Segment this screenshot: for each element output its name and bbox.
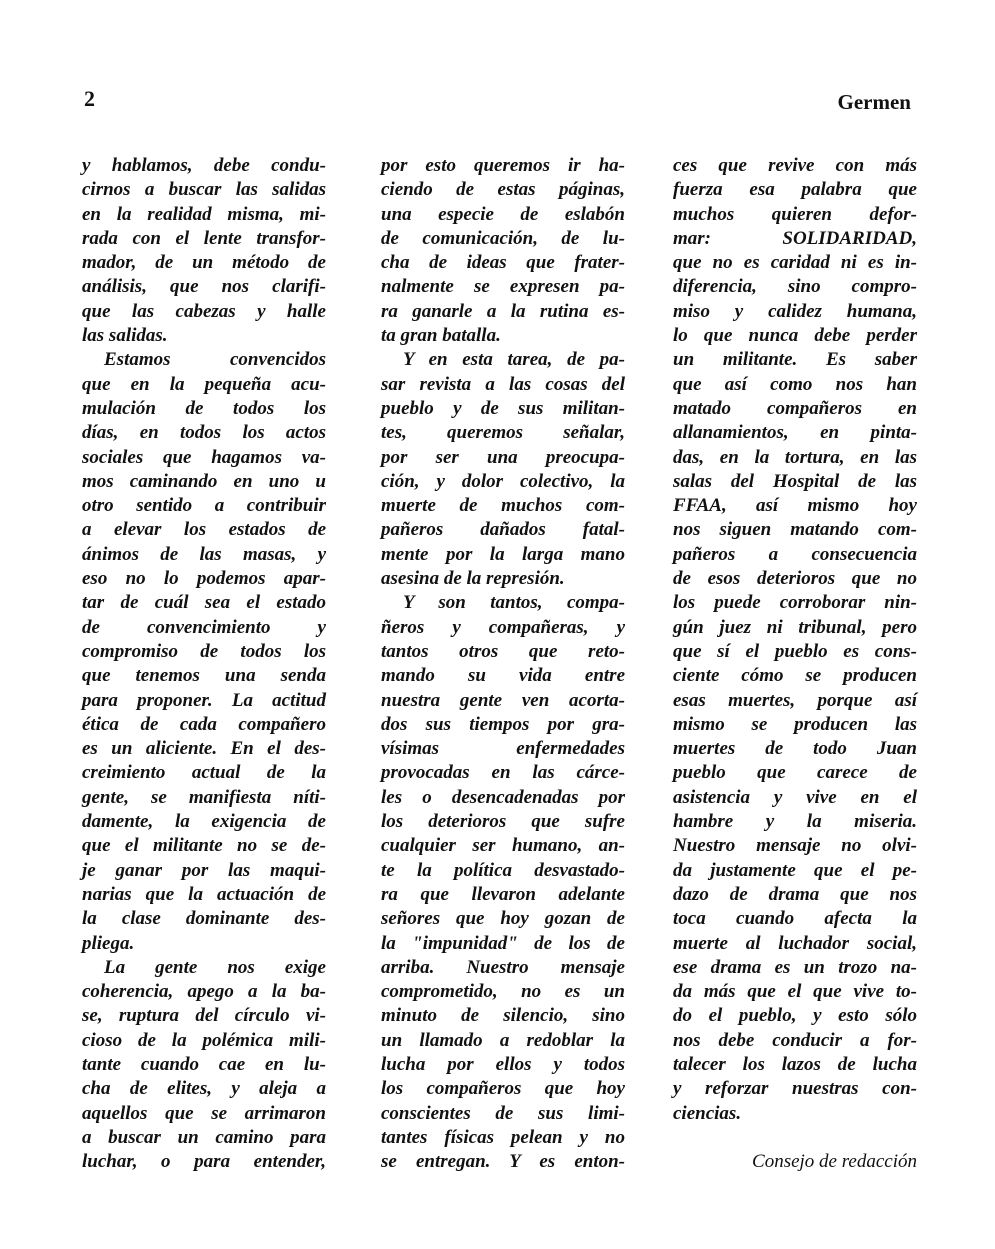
- text-line: ánimos de las masas, y: [82, 543, 326, 565]
- text-line: da más que el que vive to-: [673, 981, 917, 1003]
- text-line: minuto de silencio, sino: [381, 1005, 625, 1027]
- text-line: que así como nos han: [673, 373, 917, 395]
- text-line: muertes de todo Juan: [673, 738, 917, 760]
- text-line: das, en la tortura, en las: [673, 446, 917, 468]
- text-line: tar de cuál sea el estado: [82, 592, 326, 614]
- text-line: se, ruptura del círculo vi-: [82, 1005, 326, 1027]
- text-line: rada con el lente transfor-: [82, 227, 326, 249]
- text-line: dos sus tiempos por gra-: [381, 713, 625, 735]
- text-line: cirnos a buscar las salidas: [82, 179, 326, 201]
- text-line: sociales que hagamos va-: [82, 446, 326, 468]
- text-line: a buscar un camino para: [82, 1126, 326, 1148]
- text-column-1: [82, 154, 326, 1174]
- text-line: Nuestro mensaje no olvi-: [673, 835, 917, 857]
- text-line: tantos otros que reto-: [381, 640, 625, 662]
- text-line: las salidas.: [82, 325, 168, 347]
- text-line: matado compañeros en: [673, 397, 917, 419]
- text-line: fuerza esa palabra que: [673, 179, 917, 201]
- text-line: mulación de todos los: [82, 397, 326, 419]
- text-line: muerte de muchos com-: [381, 495, 625, 517]
- text-line: pueblo que carece de: [673, 762, 917, 784]
- text-line: narias que la actuación de: [82, 883, 326, 905]
- text-line: mente por la larga mano: [381, 543, 625, 565]
- text-line: talecer los lazos de lucha: [673, 1053, 917, 1075]
- text-line: arriba. Nuestro mensaje: [381, 956, 625, 978]
- text-line: que el militante no se de-: [82, 835, 326, 857]
- text-column-3: [673, 154, 917, 1174]
- text-line: es un aliciente. En el des-: [82, 738, 326, 760]
- text-line: conscientes de sus limi-: [381, 1102, 625, 1124]
- text-line: de comunicación, de lu-: [381, 227, 625, 249]
- text-line: gente, se manifiesta níti-: [82, 786, 326, 808]
- text-line: los compañeros que hoy: [381, 1078, 625, 1100]
- text-line: cha de elites, y aleja a: [82, 1078, 326, 1100]
- text-line: los deterioros que sufre: [381, 811, 625, 833]
- text-line: días, en todos los actos: [82, 422, 326, 444]
- text-line: aquellos que se arrimaron: [82, 1102, 326, 1124]
- text-line: ra que llevaron adelante: [381, 883, 625, 905]
- text-line: provocadas en las cárce-: [381, 762, 625, 784]
- text-line: ese drama es un trozo na-: [673, 956, 917, 978]
- text-line: Estamos convencidos: [104, 349, 326, 371]
- text-line: dazo de drama que nos: [673, 883, 917, 905]
- text-line: da justamente que el pe-: [673, 859, 917, 881]
- text-line: ética de cada compañero: [82, 713, 326, 735]
- text-line: ciendo de estas páginas,: [381, 179, 625, 201]
- text-line: je ganar por las maqui-: [82, 859, 326, 881]
- text-line: gún juez ni tribunal, pero: [673, 616, 917, 638]
- text-line: un militante. Es saber: [673, 349, 917, 371]
- text-line: hambre y la miseria.: [673, 811, 917, 833]
- text-line: coherencia, apego a la ba-: [82, 981, 326, 1003]
- text-line: comprometido, no es un: [381, 981, 625, 1003]
- text-line: análisis, que nos clarifi-: [82, 276, 326, 298]
- text-line: eso no lo podemos apar-: [82, 568, 326, 590]
- text-line: lucha por ellos y todos: [381, 1053, 625, 1075]
- text-line: Y son tantos, compa-: [403, 592, 625, 614]
- text-line: mos caminando en uno u: [82, 470, 326, 492]
- text-line: damente, la exigencia de: [82, 811, 326, 833]
- text-line: y reforzar nuestras con-: [673, 1078, 917, 1100]
- text-line: en la realidad misma, mi-: [82, 203, 326, 225]
- text-line: tes, queremos señalar,: [381, 422, 625, 444]
- text-line: y hablamos, debe condu-: [82, 155, 326, 176]
- text-line: que en la pequeña acu-: [82, 373, 326, 395]
- text-line: te la política desvastado-: [381, 859, 625, 881]
- text-line: que no es caridad ni es in-: [673, 252, 917, 274]
- text-line: nuestra gente ven acorta-: [381, 689, 625, 711]
- text-line: miso y calidez humana,: [673, 300, 917, 322]
- text-line: que las cabezas y halle: [82, 300, 326, 322]
- text-line: ñeros y compañeras, y: [381, 616, 625, 638]
- text-line: por ser una preocupa-: [381, 446, 625, 468]
- text-line: sar revista a las cosas del: [381, 373, 625, 395]
- text-line: los puede corroborar nin-: [673, 592, 917, 614]
- running-title: Germen: [837, 90, 911, 114]
- text-line: de esos deterioros que no: [673, 568, 917, 590]
- text-line: que tenemos una senda: [82, 665, 326, 687]
- text-line: se entregan. Y es enton-: [381, 1151, 625, 1173]
- text-line: mismo se producen las: [673, 713, 917, 735]
- text-line: ción, y dolor colectivo, la: [381, 470, 625, 492]
- text-line: ta gran batalla.: [381, 325, 501, 347]
- text-line: tantes físicas pelean y no: [381, 1126, 625, 1148]
- text-line: les o desencadenadas por: [381, 786, 625, 808]
- text-line: ciente cómo se producen: [673, 665, 917, 687]
- text-line: creimiento actual de la: [82, 762, 326, 784]
- text-line: luchar, o para entender,: [82, 1151, 326, 1173]
- text-line: esas muertes, porque así: [673, 689, 917, 711]
- text-line: muchos quieren defor-: [673, 203, 917, 225]
- text-line: de convencimiento y: [82, 616, 326, 638]
- text-line: nos siguen matando com-: [673, 519, 917, 541]
- text-line: la "impunidad" de los de: [381, 932, 625, 954]
- signature: Consejo de redacción: [752, 1150, 917, 1172]
- text-line: ciencias.: [673, 1102, 742, 1124]
- text-line: pañeros dañados fatal-: [381, 519, 625, 541]
- text-line: una especie de eslabón: [381, 203, 625, 225]
- text-line: otro sentido a contribuir: [82, 495, 326, 517]
- text-line: nos debe conducir a for-: [673, 1029, 917, 1051]
- text-line: vísimas enfermedades: [381, 738, 625, 760]
- text-line: Y en esta tarea, de pa-: [403, 349, 625, 371]
- text-line: ra ganarle a la rutina es-: [381, 300, 625, 322]
- text-line: ces que revive con más: [673, 155, 917, 176]
- text-line: nalmente se expresen pa-: [381, 276, 625, 298]
- text-line: cha de ideas que frater-: [381, 252, 625, 274]
- text-line: lo que nunca debe perder: [673, 325, 917, 347]
- text-line: asistencia y vive en el: [673, 786, 917, 808]
- text-line: tante cuando cae en lu-: [82, 1053, 326, 1075]
- text-line: cualquier ser humano, an-: [381, 835, 625, 857]
- text-line: cioso de la polémica mili-: [82, 1029, 326, 1051]
- text-line: mador, de un método de: [82, 252, 326, 274]
- text-line: un llamado a redoblar la: [381, 1029, 625, 1051]
- text-line: por esto queremos ir ha-: [381, 155, 625, 176]
- text-line: mar: SOLIDARIDAD,: [673, 227, 917, 249]
- text-line: compromiso de todos los: [82, 640, 326, 662]
- text-line: allanamientos, en pinta-: [673, 422, 917, 444]
- text-column-2: [381, 154, 625, 1174]
- text-line: FFAA, así mismo hoy: [673, 495, 917, 517]
- text-line: pañeros a consecuencia: [673, 543, 917, 565]
- text-line: señores que hoy gozan de: [381, 908, 625, 930]
- text-line: diferencia, sino compro-: [673, 276, 917, 298]
- text-line: pliega.: [82, 932, 135, 954]
- text-line: La gente nos exige: [104, 956, 326, 978]
- text-line: pueblo y de sus militan-: [381, 397, 625, 419]
- text-line: salas del Hospital de las: [673, 470, 917, 492]
- text-line: asesina de la represión.: [381, 568, 565, 590]
- text-line: la clase dominante des-: [82, 908, 326, 930]
- text-line: toca cuando afecta la: [673, 908, 917, 930]
- text-line: a elevar los estados de: [82, 519, 326, 541]
- text-line: que sí el pueblo es cons-: [673, 640, 917, 662]
- text-line: muerte al luchador social,: [673, 932, 917, 954]
- text-line: mando su vida entre: [381, 665, 625, 687]
- text-line: do el pueblo, y esto sólo: [673, 1005, 917, 1027]
- page-number: 2: [84, 86, 95, 111]
- text-line: para proponer. La actitud: [82, 689, 326, 711]
